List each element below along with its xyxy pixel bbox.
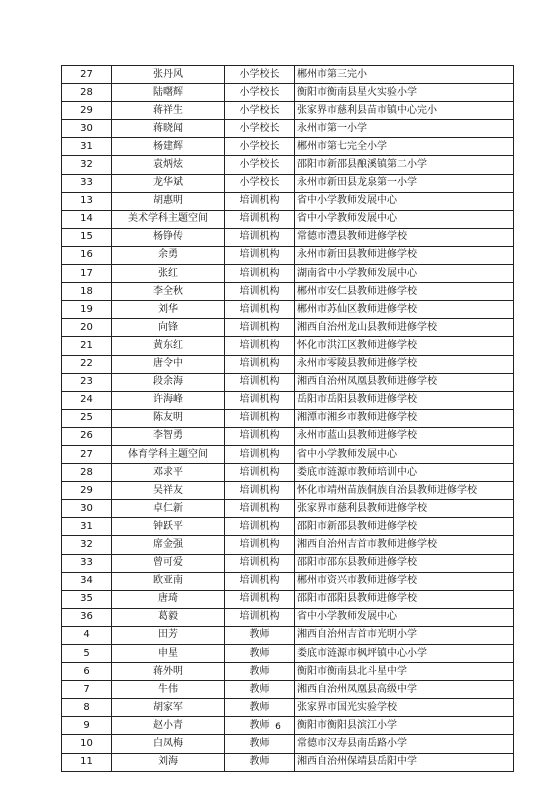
person-name-cell: 申星: [112, 645, 225, 663]
role-category-cell: 培训机构: [225, 427, 295, 445]
table-row: [62, 373, 514, 391]
work-unit-cell: 省中小学教师发展中心: [295, 445, 514, 463]
work-unit-cell: 省中小学教师发展中心: [295, 192, 514, 210]
work-unit-cell: 岳阳市岳阳县教师进修学校: [295, 391, 514, 409]
row-number-cell: 36: [62, 608, 112, 626]
person-name-cell: 刘华: [112, 301, 225, 319]
table-row: [62, 663, 514, 681]
role-category-cell: 培训机构: [225, 192, 295, 210]
work-unit-cell: 永州市新田县龙泉第一小学: [295, 174, 514, 192]
role-category-cell: 小学校长: [225, 174, 295, 192]
work-unit-cell: 衡阳市衡南县星火实验小学: [295, 84, 514, 102]
table-row: [62, 590, 514, 608]
person-name-cell: 袁炳炫: [112, 156, 225, 174]
row-number-cell: 7: [62, 681, 112, 699]
table-row: [62, 301, 514, 319]
row-number-cell: 30: [62, 120, 112, 138]
person-name-cell: 龙华斌: [112, 174, 225, 192]
table-row: [62, 427, 514, 445]
role-category-cell: 培训机构: [225, 391, 295, 409]
row-number-cell: 17: [62, 265, 112, 283]
work-unit-cell: 湘西自治州吉首市光明小学: [295, 626, 514, 644]
table-row: [62, 554, 514, 572]
role-category-cell: 培训机构: [225, 518, 295, 536]
row-number-cell: 27: [62, 445, 112, 463]
work-unit-cell: 湘西自治州保靖县岳阳中学: [295, 753, 514, 771]
work-unit-cell: 怀化市靖州苗族侗族自治县教师进修学校: [295, 482, 514, 500]
row-number-cell: 31: [62, 138, 112, 156]
role-category-cell: 培训机构: [225, 355, 295, 373]
work-unit-cell: 省中小学教师发展中心: [295, 210, 514, 228]
table-row: [62, 753, 514, 771]
person-name-cell: 李全秋: [112, 283, 225, 301]
role-category-cell: 培训机构: [225, 608, 295, 626]
table-row: [62, 536, 514, 554]
work-unit-cell: 常德市澧县教师进修学校: [295, 228, 514, 246]
row-number-cell: 13: [62, 192, 112, 210]
table-row: [62, 265, 514, 283]
person-name-cell: 胡惠明: [112, 192, 225, 210]
table-row: [62, 699, 514, 717]
row-number-cell: 22: [62, 355, 112, 373]
work-unit-cell: 娄底市涟源市教师培训中心: [295, 464, 514, 482]
work-unit-cell: 邵阳市邵阳县教师进修学校: [295, 590, 514, 608]
table-row: [62, 500, 514, 518]
person-name-cell: 蒋晓闻: [112, 120, 225, 138]
table-row: [62, 735, 514, 753]
role-category-cell: 培训机构: [225, 228, 295, 246]
role-category-cell: 教师: [225, 717, 295, 735]
work-unit-cell: 永州市蓝山县教师进修学校: [295, 427, 514, 445]
roster-table: [61, 65, 514, 772]
person-name-cell: 陈友明: [112, 409, 225, 427]
table-row: [62, 319, 514, 337]
work-unit-cell: 张家界市国光实验学校: [295, 699, 514, 717]
person-name-cell: 吴祥友: [112, 482, 225, 500]
role-category-cell: 培训机构: [225, 536, 295, 554]
work-unit-cell: 郴州市资兴市教师进修学校: [295, 572, 514, 590]
row-number-cell: 25: [62, 409, 112, 427]
person-name-cell: 欧亚南: [112, 572, 225, 590]
row-number-cell: 10: [62, 735, 112, 753]
work-unit-cell: 郴州市第三完小: [295, 66, 514, 84]
person-name-cell: 段余海: [112, 373, 225, 391]
work-unit-cell: 郴州市苏仙区教师进修学校: [295, 301, 514, 319]
work-unit-cell: 永州市新田县教师进修学校: [295, 246, 514, 264]
table-row: [62, 192, 514, 210]
row-number-cell: 20: [62, 319, 112, 337]
table-row: [62, 84, 514, 102]
work-unit-cell: 湖南省中小学教师发展中心: [295, 265, 514, 283]
table-row: [62, 283, 514, 301]
role-category-cell: 培训机构: [225, 319, 295, 337]
work-unit-cell: 永州市零陵县教师进修学校: [295, 355, 514, 373]
row-number-cell: 15: [62, 228, 112, 246]
work-unit-cell: 郴州市第七完全小学: [295, 138, 514, 156]
row-number-cell: 31: [62, 518, 112, 536]
work-unit-cell: 湘西自治州龙山县教师进修学校: [295, 319, 514, 337]
table-row: [62, 626, 514, 644]
role-category-cell: 培训机构: [225, 283, 295, 301]
row-number-cell: 29: [62, 482, 112, 500]
row-number-cell: 30: [62, 500, 112, 518]
person-name-cell: 杨建辉: [112, 138, 225, 156]
row-number-cell: 33: [62, 554, 112, 572]
person-name-cell: 蒋祥生: [112, 102, 225, 120]
table-row: [62, 608, 514, 626]
role-category-cell: 培训机构: [225, 265, 295, 283]
person-name-cell: 唐琦: [112, 590, 225, 608]
role-category-cell: 教师: [225, 626, 295, 644]
work-unit-cell: 湘西自治州吉首市教师进修学校: [295, 536, 514, 554]
table-row: [62, 210, 514, 228]
person-name-cell: 蒋外明: [112, 663, 225, 681]
row-number-cell: 24: [62, 391, 112, 409]
role-category-cell: 教师: [225, 735, 295, 753]
role-category-cell: 小学校长: [225, 84, 295, 102]
person-name-cell: 卓仁新: [112, 500, 225, 518]
person-name-cell: 白凤梅: [112, 735, 225, 753]
table-row: [62, 156, 514, 174]
role-category-cell: 培训机构: [225, 210, 295, 228]
work-unit-cell: 湘潭市湘乡市教师进修学校: [295, 409, 514, 427]
person-name-cell: 赵小青: [112, 717, 225, 735]
table-row: [62, 409, 514, 427]
role-category-cell: 小学校长: [225, 156, 295, 174]
role-category-cell: 教师: [225, 753, 295, 771]
row-number-cell: 4: [62, 626, 112, 644]
person-name-cell: 体育学科主题空间: [112, 445, 225, 463]
work-unit-cell: 省中小学教师发展中心: [295, 608, 514, 626]
person-name-cell: 胡家军: [112, 699, 225, 717]
table-row: [62, 391, 514, 409]
role-category-cell: 培训机构: [225, 445, 295, 463]
work-unit-cell: 衡阳市衡阳县滨江小学: [295, 717, 514, 735]
table-row: [62, 464, 514, 482]
page-number: 6: [275, 722, 281, 732]
role-category-cell: 培训机构: [225, 464, 295, 482]
person-name-cell: 美术学科主题空间: [112, 210, 225, 228]
person-name-cell: 黄东红: [112, 337, 225, 355]
person-name-cell: 陆曙辉: [112, 84, 225, 102]
table-row: [62, 174, 514, 192]
table-row: [62, 681, 514, 699]
person-name-cell: 钟跃平: [112, 518, 225, 536]
person-name-cell: 余勇: [112, 246, 225, 264]
role-category-cell: 培训机构: [225, 572, 295, 590]
role-category-cell: 小学校长: [225, 138, 295, 156]
person-name-cell: 牛伟: [112, 681, 225, 699]
work-unit-cell: 衡阳市衡南县北斗星中学: [295, 663, 514, 681]
table-row: [62, 572, 514, 590]
role-category-cell: 小学校长: [225, 102, 295, 120]
work-unit-cell: 邵阳市新邵县教师进修学校: [295, 518, 514, 536]
row-number-cell: 9: [62, 717, 112, 735]
role-category-cell: 教师: [225, 699, 295, 717]
role-category-cell: 培训机构: [225, 246, 295, 264]
role-category-cell: 培训机构: [225, 554, 295, 572]
table-row: [62, 645, 514, 663]
person-name-cell: 张红: [112, 265, 225, 283]
table-row: [62, 120, 514, 138]
person-name-cell: 刘海: [112, 753, 225, 771]
table-row: [62, 482, 514, 500]
person-name-cell: 邓求平: [112, 464, 225, 482]
table-row: [62, 445, 514, 463]
table-row: [62, 518, 514, 536]
person-name-cell: 向锋: [112, 319, 225, 337]
row-number-cell: 26: [62, 427, 112, 445]
row-number-cell: 28: [62, 464, 112, 482]
table-row: [62, 66, 514, 84]
row-number-cell: 29: [62, 102, 112, 120]
role-category-cell: 培训机构: [225, 337, 295, 355]
table-row: [62, 355, 514, 373]
person-name-cell: 席金强: [112, 536, 225, 554]
row-number-cell: 23: [62, 373, 112, 391]
role-category-cell: 小学校长: [225, 66, 295, 84]
work-unit-cell: 湘西自治州凤凰县高级中学: [295, 681, 514, 699]
row-number-cell: 32: [62, 156, 112, 174]
work-unit-cell: 永州市第一小学: [295, 120, 514, 138]
work-unit-cell: 郴州市安仁县教师进修学校: [295, 283, 514, 301]
row-number-cell: 6: [62, 663, 112, 681]
row-number-cell: 32: [62, 536, 112, 554]
table-row: [62, 337, 514, 355]
table-row: [62, 246, 514, 264]
role-category-cell: 培训机构: [225, 409, 295, 427]
row-number-cell: 28: [62, 84, 112, 102]
person-name-cell: 田芳: [112, 626, 225, 644]
row-number-cell: 34: [62, 572, 112, 590]
work-unit-cell: 常德市汉寿县南岳路小学: [295, 735, 514, 753]
role-category-cell: 培训机构: [225, 373, 295, 391]
row-number-cell: 8: [62, 699, 112, 717]
role-category-cell: 培训机构: [225, 590, 295, 608]
work-unit-cell: 湘西自治州凤凰县教师进修学校: [295, 373, 514, 391]
role-category-cell: 教师: [225, 681, 295, 699]
role-category-cell: 培训机构: [225, 500, 295, 518]
role-category-cell: 教师: [225, 645, 295, 663]
table-row: [62, 102, 514, 120]
row-number-cell: 14: [62, 210, 112, 228]
work-unit-cell: 邵阳市新邵县酿溪镇第二小学: [295, 156, 514, 174]
person-name-cell: 李智勇: [112, 427, 225, 445]
row-number-cell: 11: [62, 753, 112, 771]
row-number-cell: 5: [62, 645, 112, 663]
row-number-cell: 16: [62, 246, 112, 264]
row-number-cell: 18: [62, 283, 112, 301]
person-name-cell: 张丹风: [112, 66, 225, 84]
row-number-cell: 27: [62, 66, 112, 84]
role-category-cell: 教师: [225, 663, 295, 681]
row-number-cell: 21: [62, 337, 112, 355]
work-unit-cell: 怀化市洪江区教师进修学校: [295, 337, 514, 355]
role-category-cell: 小学校长: [225, 120, 295, 138]
table-row: [62, 138, 514, 156]
person-name-cell: 葛毅: [112, 608, 225, 626]
person-name-cell: 许海峰: [112, 391, 225, 409]
role-category-cell: 培训机构: [225, 301, 295, 319]
work-unit-cell: 娄底市涟源市枫坪镇中心小学: [295, 645, 514, 663]
person-name-cell: 曾可爱: [112, 554, 225, 572]
work-unit-cell: 邵阳市邵东县教师进修学校: [295, 554, 514, 572]
work-unit-cell: 张家界市慈利县教师进修学校: [295, 500, 514, 518]
row-number-cell: 35: [62, 590, 112, 608]
work-unit-cell: 张家界市慈利县苗市镇中心完小: [295, 102, 514, 120]
row-number-cell: 33: [62, 174, 112, 192]
person-name-cell: 唐令中: [112, 355, 225, 373]
person-name-cell: 杨铮传: [112, 228, 225, 246]
row-number-cell: 19: [62, 301, 112, 319]
roster-table-body: [62, 66, 514, 772]
table-row: [62, 228, 514, 246]
role-category-cell: 培训机构: [225, 482, 295, 500]
